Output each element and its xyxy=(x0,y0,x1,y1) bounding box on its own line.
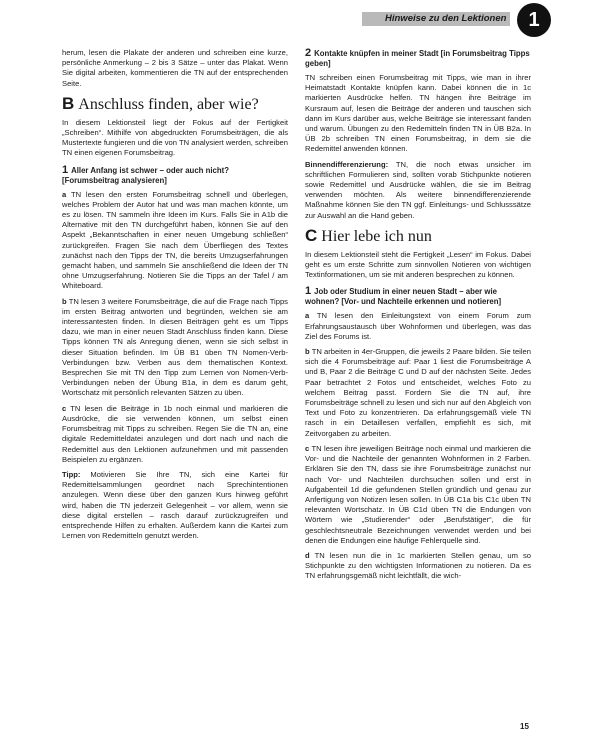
task-number: 2 xyxy=(305,47,312,59)
section-b-intro: In diesem Lektionsteil liegt der Fokus auf der Fertigkeit „Schreiben“. Mithilfe von abgedruckten Forumsbeiträgen, die als Mustertexte fungieren und die von TN analysiert werden, schreiben TN einen eigenen Forumsbeitrag. xyxy=(62,117,288,158)
item-label: b xyxy=(305,347,310,357)
item-text: TN arbeiten in 4er-Gruppen, die jeweils 2 Paare bilden. Sie teilen sich die 4 Forumsbeiträge auf: Paar 1 liest die Forumsbeiträge A und B, Paar 2 die Beiträge C und D auf der nächsten Seite. Jedes Paar betrachtet 2 Fotos und entscheidet, welches Foto zu welchem Beitrag passt. Fordern Sie die TN auf, ihre Forumsbeiträge schnell zu lesen und sich nur auf den Abgleich von Text und Foto zu konzentrieren. Da erfahrungsgemäß viele TN rasch in ein Detaillesen verfallen, empfiehlt es sich, mit Zeitvorgaben zu arbeiten. xyxy=(305,347,531,438)
item-label: a xyxy=(305,311,310,321)
header-title: Hinweise zu den Lektionen xyxy=(385,13,507,24)
item-label: c xyxy=(62,403,67,413)
task-c1d xyxy=(305,551,531,582)
item-text: TN lesen ihre jeweiligen Beiträge noch einmal und markieren die Vor- und die Nachteile der genannten Wohnformen in 2 Farben. Erklären Sie den TN, dass sie ihre Forumsbeiträge zunächst nur nach Vor- und Nachteilen durchsuchen sollen und erst in Aufgabenteil 1d die gefundenen Stellen gründlich und genau zur Anfertigung von Notizen lesen sollen. In ÜB C1a bis C1c üben TN relevanten Wortschatz. In ÜB C1d üben TN die Endungen von Wörtern wie „Studierender“ oder „Berufstätiger“, die für geschlechtsneutrale Bezeichnungen verwendet werden und bei denen die Endungen eine häufige Fehlerquelle sind. xyxy=(305,443,531,545)
tipp-label: Tipp: xyxy=(62,469,81,479)
task-c1b xyxy=(305,347,531,439)
section-c-intro: In diesem Lektionsteil steht die Fertigkeit „Lesen“ im Fokus. Dabei geht es um erste Schritte zum sinnvollen Notieren von wichtigen Textinformationen, um sie mit anderen besprechen zu können. xyxy=(305,249,531,280)
differentiation-paragraph xyxy=(305,160,531,221)
chapter-badge: 1 xyxy=(517,3,551,37)
section-letter: C xyxy=(305,225,318,245)
section-title: Hier lebe ich nun xyxy=(321,227,432,245)
item-label: a xyxy=(62,189,67,199)
item-text: TN lesen die Beiträge in 1b noch einmal und markieren die Ausdrücke, die sie verwenden können, um selbst einen Forumsbeitrag mit Tipps zu schreiben. Regen Sie die TN an, eine digitale Redemitteldatei anzulegen und dort nach und nach die Redemittel aus den Lektionen aufzunehmen und mit passenden Beispielen zu ergänzen. xyxy=(62,403,288,464)
item-text: TN lesen nun die in 1c markierten Stellen genau, um so Stichpunkte zu den wichtigsten Informationen zu notieren. Da es TN erfahrungsgemäß nicht leichtfällt, die wich- xyxy=(305,550,531,581)
section-b-heading xyxy=(62,95,288,114)
task-b1-heading xyxy=(62,165,288,186)
continuation-paragraph: herum, lesen die Plakate der anderen und schreiben eine kurze, persönliche Anmerkung – 2 bis 3 Sätze – unter das Plakat. Wenn Sie digital arbeiten, kommentieren die TN auf der entsprechenden Seite. xyxy=(62,48,288,88)
item-text: TN lesen den Einleitungstext von einem Forum zum Erfahrungsaustausch über Wohnformen und überlegen, was das Ziel des Forums ist. xyxy=(305,311,531,341)
task-c1a xyxy=(305,311,531,342)
differentiation-label: Binnendifferenzierung: xyxy=(305,159,389,169)
left-column xyxy=(62,48,288,546)
right-column xyxy=(305,48,531,587)
task-b1b xyxy=(62,297,288,399)
item-text: TN lesen den ersten Forumsbeitrag schnell und überlegen, welches Problem der Autor hat und was man machen könnte, um es zu lösen. TN sammeln ihre Ideen im Kurs. Falls Sie in A1b die Alternative mit den TN durchgeführt haben, können Sie auf den Aspekt „Bekanntschaften in einer neuen Umgebung schließen“ zurückgreifen. Fragen Sie nach dem Überfliegen des Textes zunächst nach den Tipps der TN, die bereits Umzugserfahrungen gemacht haben, und sammeln Sie anschließend die Ideen der TN ohne Umzugserfahrung. Notieren Sie die Tipps an der Tafel / am Whiteboard. xyxy=(62,189,288,291)
task-number: 1 xyxy=(62,163,69,176)
item-text: TN lesen 3 weitere Forumsbeiträge, die auf die Frage nach Tipps im ersten Beitrag antworten und begründen, welchen sie am interessantesten finden. In diesen Beiträgen geht es um Tipps dazu, wie man in einer neuen Stadt Anschluss finden kann. Diese Tipps können TN als Anregung dienen, wenn sie sich selbst in dieser Situation befinden. Im ÜB B1 üben TN Nomen-Verb-Verbindungen bzw. Verben aus dem thematischen Kontext. Besprechen Sie mit TN den Tipp zum Lernen von Nomen-Verb-Verbindungen neben der Übung B1a, in dem es darum geht, Wortschatz mit persönlich relevanten Sätzen zu üben. xyxy=(62,296,288,398)
section-title: Anschluss finden, aber wie? xyxy=(78,95,259,113)
task-b1c xyxy=(62,404,288,465)
task-title: Kontakte knüpfen in meiner Stadt [in Forumsbeitrag Tipps geben] xyxy=(305,49,530,68)
differentiation-text: TN, die noch etwas unsicher im schriftlichen Formulieren sind, sollten vorab Stichpunkte notieren sowie Redemittel und Ausdrücke wählen, die sie im Beitrag verwenden möchten. Als weitere binnendifferenzierende Maßnahme können Sie den TN ggf. Einleitungs- und Schlusssätze zur Auswahl an die Hand geben. xyxy=(305,159,531,220)
running-header xyxy=(0,8,600,30)
tipp-text: Motivieren Sie Ihre TN, sich eine Kartei für Redemittelsammlungen geordnet nach Sprechintentionen anzulegen. Wenn diese über den ganzen Kurs hinweg geführt wird, haben die TN jederzeit Gelegenheit – vor allem, wenn sie diese digital erstellen – rasch darauf zurückzugreifen und entsprechende Hilfen zu erhalten. Außerdem kann die Kartei zum Lernen von Redemitteln genutzt werden. xyxy=(62,469,288,541)
task-title: Aller Anfang ist schwer – oder auch nicht? [Forumsbeitrag analysieren] xyxy=(62,165,229,185)
task-b2-text: TN schreiben einen Forumsbeitrag mit Tipps, wie man in ihrer Heimatstadt Kontakte knüpfen kann. Dabei können die in 1c markierten Ausdrücke helfen. TN hängen ihre Beiträge im Kursraum auf, lesen die Beiträge der anderen und tauschen sich dann im Kurs darüber aus, welche Beiträge sie interessant fanden und warum. Übungen zu den Redemitteln finden TN in ÜB B2a. In ÜB 2b schreiben TN einen Forumsbeitrag, in dem sie die Redemittel anwenden können. xyxy=(305,73,531,154)
task-title: Job oder Studium in einer neuen Stadt – aber wie wohnen? [Vor- und Nachteile erkennen und notieren] xyxy=(305,287,502,307)
task-number: 1 xyxy=(305,285,312,298)
item-label: c xyxy=(305,443,310,453)
item-label: d xyxy=(305,550,310,560)
task-b1a xyxy=(62,190,288,292)
task-c1c xyxy=(305,444,531,546)
task-b2-heading xyxy=(305,48,531,69)
task-c1-heading xyxy=(305,286,531,307)
section-c-heading xyxy=(305,227,531,246)
tipp-paragraph xyxy=(62,470,288,541)
page-number: 15 xyxy=(520,722,529,731)
item-label: b xyxy=(62,296,67,306)
section-letter: B xyxy=(62,93,75,113)
